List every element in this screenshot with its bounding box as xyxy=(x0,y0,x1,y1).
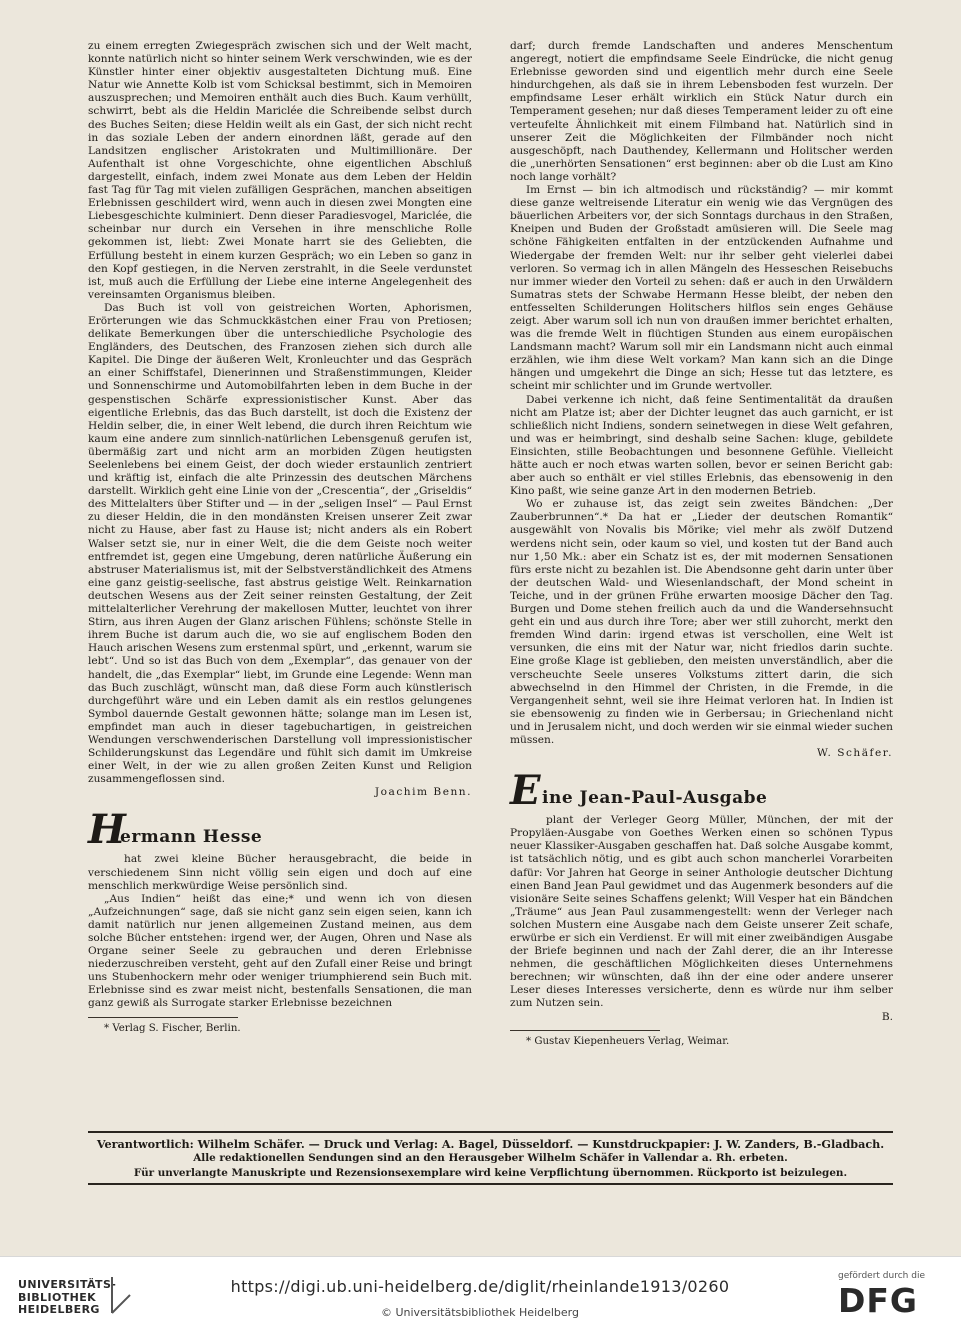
library-name-line-2: BIBLIOTHEK xyxy=(18,1290,97,1304)
dfg-logo: DFG xyxy=(838,1281,919,1320)
library-name-line-3: HEIDELBERG xyxy=(18,1303,100,1316)
digitization-footer xyxy=(0,1256,961,1335)
signature-joachim-benn: Joachim Benn. xyxy=(374,786,472,799)
library-logo-icon xyxy=(108,1275,134,1315)
jean-paul-heading-initial: E xyxy=(510,767,541,815)
copyright-text: © Universitätsbibliothek Heidelberg xyxy=(380,1306,579,1319)
hesse-review-signature xyxy=(510,747,893,760)
jean-paul-paragraph: plant der Verleger Georg Müller, München, der mit der Propyläen-Ausgabe von Goethes Werken einen so schönen Typus neuer Klassiker-Ausgaben geschaffen hat. Daß solche Ausgabe kommt, ist tatsächlich nötig, und es gibt auch schon mancherlei Vorarbeiten dafür: Vor Jahren hat George in seiner Anthologie deutscher Dichtung einen Band Jean Paul gewidmet und das Augenmerk besonders auf die visionäre Seite seines Schaffens gelenkt; Will Vesper hat ein Bändchen „Träume“ aus Jean Paul zusammengestellt: wenn der Verleger nach solchen Mustern eine Ausgabe nach dem Geiste unserer Zeit schafe, erwürbe er sich ein Verdienst. Er will mit einer zweibändigen Ausgabe der Briefe beginnen und nach der Zahl derer, die an ihr Interesse nehmen, die geschäftlichen Möglichkeiten dieses Unternehmens berechnen; wir wünschten, daß ihn der eine oder andere unserer Leser dieses Interesses versicherte, denn es würde nur ihm selber zum Nutzen sein. xyxy=(510,814,893,1010)
footnote-rule-left xyxy=(88,1017,238,1018)
signature-w-schaefer: W. Schäfer. xyxy=(816,747,893,760)
hesse-paragraph-1: hat zwei kleine Bücher herausgebracht, die beide in verschiedenem Sinn nicht völlig sein eigen und doch auf eine menschlich merkwürdige Weise persönlich sind. xyxy=(88,853,472,892)
right-column xyxy=(510,40,893,1048)
hesse-heading xyxy=(88,806,472,854)
hesse-heading-initial: H xyxy=(88,806,126,854)
hesse-paragraph-2: „Aus Indien“ heißt das eine;* und wenn ich von diesen „Aufzeichnungen“ sage, daß sie nicht ganz sein eigen seien, kann ich damit natürlich nur jenen allgemeinen Zustand meinen, aus dem solche Bücher entstehen: irgend wer, der Augen, Ohren und Nase als Organe seiner Seele zu gebrauchen und deren Erlebnisse niederzuschreiben versteht, geht auf den Zufall einer Reise und bringt uns Stubenhockern mehr oder weniger triumphierend sein Buch mit. Erlebnisse sind es zwar meist nicht, bestenfalls Sensationen, die man ganz gewiß als Surrogate starker Erlebnisse bezeichnen xyxy=(88,892,472,1010)
library-name xyxy=(18,1279,116,1317)
imprint-line-1: Verantwortlich: Wilhelm Schäfer. — Druck und Verlag: A. Bagel, Düsseldorf. — Kunstdruckpapier: J. W. Zanders, B.-Gladbach. xyxy=(96,1137,885,1151)
hesse-continued-paragraph-4: Wo er zuhause ist, das zeigt sein zweites Bändchen: „Der Zauberbrunnen“.* Da hat er „Lieder der deutschen Romantik“ ausgewählt von Novalis bis Mörike; viel mehr als zwölf Dutzend werdens nicht sein, oder kaum so viel, und kosten tut der Band auch nur 1,50 Mk.: aber ein Schatz ist es, der mit modernen Sensationen fürs erste nicht zu bezahlen ist. Die Abendsonne geht darin unter über der deutschen Wald- und Wiesenlandschaft, der Mond scheint in Teiche, und in der grünen Frühe erwarten moosige Dächer den Tag. Burgen und Dome stehen freilich auch da und die Wandersehnsucht geht ein und aus durch ihre Tore; aber wer still zuhorcht, merkt den fremden Wind darin: irgend etwas ist verschollen, eine Welt ist versunken, die eins mit der Natur war, nicht friedlos darin suchte. Eine große Klage ist geblieben, den meisten unverständlich, aber die verscheuchte Seele unseres Volkstums zittert darin, die sich abwechselnd in den Himmel der Christen, in die Fremde, in die Vergangenheit sehnt, weil sie ihre Heimat verloren hat. In Indien ist sie ebensowenig zu finden wie in Gerbersau; in Griechenland nicht und in Jerusalem nicht, und doch werden wir sie einmal wieder suchen müssen. xyxy=(510,498,893,746)
footnote-rule-right xyxy=(510,1030,660,1031)
hesse-continued-paragraph-2: Im Ernst — bin ich altmodisch und rückständig? — mir kommt diese ganze weltreisende Literatur ein wenig wie das Vergnügen des bäuerlichen Arbeiters vor, der sich Sonntags durchaus in den Straßen, Kneipen und Buden der Großstadt amüsieren will. Die Seele mag schöne Fähigkeiten entfalten in der entzückenden Aufnahme und Wiedergabe der fremden Welt: nur ihr selber geht vielerlei dabei verloren. So vermag ich in allen Mängeln des Hesseschen Reisebuchs nur immer wieder den Vorteil zu sehen: daß er auch in den Urwäldern Sumatras stets der Schwabe Hermann Hesse bleibt, der neben den entfesselten Schilderungen Holitschers hilflos sein enges Gehäuse zeigt. Aber warum soll ich nun von draußen immer berichtet erhalten, was die fremde Welt in flüchtigen Stunden aus einem europäischen Landsmann macht? Warum soll mir ein Landsmann nicht auch einmal erzählen, wie ihm diese Welt vorkam? Man kann sich an die Dinge hängen und umgekehrt die Dinge an sich; Hesse tut das letztere, es scheint mir schlichter und im Grunde wertvoller. xyxy=(510,184,893,393)
imprint-line-2: Alle redaktionellen Sendungen sind an den Herausgeber Wilhelm Schäfer in Vallendar a. Rh. erbeten. xyxy=(193,1152,788,1164)
imprint-top-rule xyxy=(88,1131,893,1133)
imprint-bottom-rule xyxy=(88,1183,893,1185)
library-name-line-1: UNIVERSITÄTS- xyxy=(18,1278,117,1291)
review-paragraph-2: Das Buch ist voll von geistreichen Worten, Aphorismen, Erörterungen wie das Schmuckkästchen einer Frau von Pretiosen; delikate Bemerkungen über die unterschiedliche Psychologie des Engländers, des Deutschen, des Franzosen ziehen sich durch alle Kapitel. Die Dinge der äußeren Welt, Kronleuchter und das Gespräch an einer Schiffstafel, Dienerinnen und Straßenstimmungen, Kleider und Sonnenschirme und Automobilfahrten leben in dem Buche in der gespenstischen Schärfe expressionistischer Kunst. Aber das eigentliche Erlebnis, das das Buch darstellt, ist doch die Existenz der Heldin selber, die, in einer Welt lebend, die durch ihren Reichtum wie kaum eine andere zum sinnlich-natürlichen Lebensgenuß gerufen ist, übermäßig zart und nicht arm an morbiden Zügen heutigsten Seelenlebens bei einem Geist, der doch wieder erstaunlich zentriert und kräftig ist, einfach die alte Prinzessin des deutschen Märchens darstellt. Wirklich geht eine Linie von der „Crescentia“, der „Griseldis“ des Mittelalters über Stifter und — in der „seligen Insel“ — Paul Ernst zu dieser Heldin, die in den mondänsten Kreisen unserer Zeit zwar nicht zu Hause, aber fast zu Hause ist; nicht anders als ein Robert Walser setzt sie, nur in einer Welt, die die dem Geiste noch weiter entfremdet ist, gegen eine Umgebung, deren natürliche Äußerung ein abstruser Materialismus ist, mit der Selbstverständlichkeit des Atmens eine ganz geistig-seelische, fast abstrus geistige Welt. Reinkarnation deutschen Wesens aus der Zeit seiner reinsten Gestaltung, der Zeit mittelalterlicher Verehrung der makellosen Mutter, leuchtet von ihrer Stirn, aus ihren Augen der Glanz arischen Fühlens; schönste Stelle in ihrem Buche ist darum auch die, wo sie auf englischem Boden den Hauch arischen Wesens zum erstenmal spürt, und „erkennt, warum sie lebt“. Und so ist das Buch von dem „Exemplar“, das genauer von der handelt, die „das Exemplar“ liebt, im Grunde eine Legende: Wenn man das Buch zuschlägt, wünscht man, daß diese Form auch künstlerisch durchgeführt wäre und ein Leben damit als ein restlos gelungenes Symbol dauernde Gestalt gewonnen hätte; solange man im Lesen ist, empfindet man auch in dieser tagebuchartigen, in geistreichen Wendungen verschwenderischen Darstellung voll impressionistischer Schilderungskunst das Legendäre und fühlt sich damit im Umkreise einer Welt, in der wie zu allen großen Zeiten Kunst und Religion zusammengeflossen sind. xyxy=(88,301,472,786)
jean-paul-heading xyxy=(510,767,893,815)
jean-paul-initial: B. xyxy=(881,1010,893,1023)
copyright-notice xyxy=(220,1306,740,1319)
footnote-right: * Gustav Kiepenheuers Verlag, Weimar. xyxy=(526,1035,730,1047)
hesse-continued-paragraph-1: darf; durch fremde Landschaften und anderes Menschentum angeregt, notiert die empfindsame Seele Eindrücke, die nicht genug Erlebnisse geworden sind und eigentlich mehr durch eine Seele hindurchgehen, als daß sie in ihrem Lebensboden fest wurzeln. Der empfindsame Leser erhält wirklich ein Stück Natur durch ein Temperament gesehen; nur daß dieses Temperament leider zu oft eine verteufelte Ähnlichkeit mit einem Filmband hat. Natürlich sind in unserer Zeit die Möglichkeiten der Filmbänder noch nicht ausgeschöpft, nach Dauthendey, Kellermann und Holitscher werden die „unerhörten Sensationen“ erst beginnen: aber ob die Lust am Kino noch lange vorhält? xyxy=(510,40,893,183)
footnote-left: * Verlag S. Fischer, Berlin. xyxy=(104,1022,241,1034)
hesse-heading-text: ermann Hesse xyxy=(120,827,263,848)
review-paragraph-1: zu einem erregten Zwiegespräch zwischen sich und der Welt macht, konnte natürlich nicht so hinter seinem Werk verschwinden, wie es der Künstler hinter einer objektiv ausgestalteten Dichtung muß. Eine Natur wie Annette Kolb ist vom Schicksal bestimmt, sich in Memoiren auszusprechen; und Memoiren enthält auch dies Buch. Kaum verhüllt, schwirrt, bebt als die Heldin Mariclée die Schreibende selbst durch des Buches Seiten; diese Heldin weilt als ein Gast, der sich nicht recht in das soziale Leben der andern einordnen läßt, gerade auf den Landsitzen englischer Aristokraten und Multimillionäre. Der Aufenthalt ist ohne Vorgeschichte, ohne eigentlichen Abschluß dargestellt, einfach, indem zwei Monate aus dem Leben der Heldin fast Tag für Tag mit vielen zufälligen Gesprächen, manchen abseitigen Erlebnissen geschildert wird, wenn auch in diesen zwei Mongten eine Liebesgeschichte kulminiert. Denn dieser Paradiesvogel, Mariclée, die scheinbar nur durch ein Versehen in ihre menschliche Rolle gekommen ist, liebt: Zwei Monate harrt sie des Geliebten, die Erfüllung besteht in einem kurzen Gespräch; wo ein Leben so ganz in den Kopf gestiegen, in die Nerven zerstrahlt, in die Seele verdunstet ist, muß auch die Erfüllung der Liebe eine interne Angelegenheit des vereinsamten Organismus bleiben. xyxy=(88,40,472,301)
review-signature xyxy=(88,786,472,799)
imprint-line-3: Für unverlangte Manuskripte und Rezensionsexemplare wird keine Verpflichtung übernommen. Rückporto ist beizulegen. xyxy=(133,1167,848,1179)
permalink-url[interactable]: https://digi.ub.uni-heidelberg.de/diglit/rheinlande1913/0260 xyxy=(230,1277,730,1296)
funded-by-label: gefördert durch die xyxy=(838,1271,925,1281)
left-column xyxy=(88,40,472,1035)
jean-paul-heading-text: ine Jean-Paul-Ausgabe xyxy=(542,788,768,809)
hesse-continued-paragraph-3: Dabei verkenne ich nicht, daß feine Sentimentalität da draußen nicht am Platze ist; aber der Dichter leugnet das auch garnicht, er ist schließlich nicht Indiens, sondern seinetwegen in diese Welt gefahren, und was er heimbringt, sind deshalb seine Sachen: kluge, gebildete Einsichten, stille Beobachtungen und besonnene Gefühle. Vielleicht hätte auch er noch etwas warten sollen, bevor er seinen Bericht gab: aber auch so enthält er viel stilles Erlebnis, das ebensowenig in den Kino paßt, wie seine ganze Art in den modernen Betrieb. xyxy=(510,393,893,498)
